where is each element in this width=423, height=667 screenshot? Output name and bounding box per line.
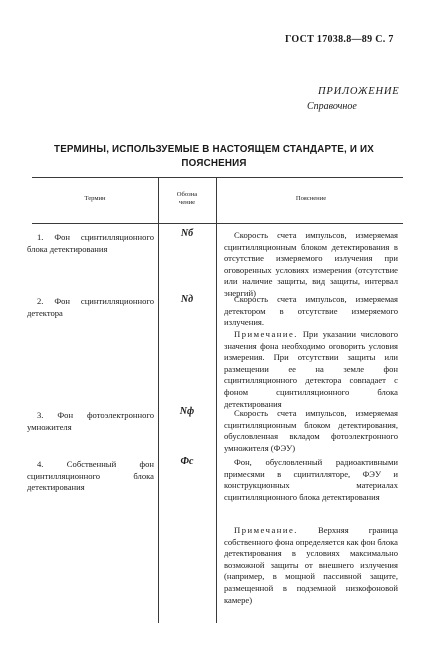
table-divider-right: [216, 177, 217, 623]
column-header-symbol: [160, 191, 214, 207]
standard-reference: ГОСТ 17038.8—89 С. 7: [285, 34, 394, 45]
table-row-4-note-text: Верхняя граница собственного фона определяется как фон блока детектирования в условиях максимально возможной защиты от внешнего излучения (например, в мощной пассивной защите, размещенной в подземной низкофоновой камере): [224, 525, 398, 605]
table-row-3-explanation: Скорость счета импульсов, измеряемая сцинтилляционным блоком детектирования, обусловленная вкладом фотоэлектронного умножителя (ФЭУ): [224, 408, 398, 453]
table-row-4-term: 4. Собственный фон сцинтилляционного блока детектирования: [27, 459, 154, 493]
table-row-4-explanation: Фон, обусловленный радиоактивными примесями в сцинтилляторе, ФЭУ и конструкционных материалах сцинтилляционного блока детектирования: [224, 457, 398, 502]
table-row-1-term: 1. Фон сцинтилляционного блока детектирования: [27, 232, 154, 254]
table-top-rule: [32, 177, 403, 178]
table-row-2-explanation: Скорость счета импульсов, измеряемая детектором в отсутствие измеряемого излучения.: [224, 294, 398, 328]
table-row-2-note-label: Примечание.: [234, 329, 298, 339]
appendix-label: ПРИЛОЖЕНИЕ: [318, 86, 400, 97]
column-header-explanation: Пояснение: [295, 195, 327, 202]
appendix-type: Справочное: [307, 101, 357, 112]
table-row-4-note: [224, 525, 398, 606]
table-row-2-term: 2. Фон сцинтилляционного детектора: [27, 296, 154, 318]
table-row-2-symbol: Nд: [180, 294, 194, 305]
table-row-2-note-text: При указании числового значения фона необходимо оговорить условия измерения. При отсутствии защиты или размещении ее на земле фон сцинтилляционного детектора совпадает с фоном сцинтилляционного блока детектирования: [224, 329, 398, 409]
column-header-symbol-line2: чение: [178, 199, 196, 206]
table-row-4-symbol: Фс: [180, 456, 194, 467]
table-header-rule: [32, 223, 403, 224]
column-header-term: Термин: [84, 195, 106, 202]
table-row-3-term: 3. Фон фотоэлектронного умножителя: [27, 410, 154, 432]
table-row-1-explanation: Скорость счета импульсов, измеряемая сцинтилляционным блоком детектирования в отсутствие измеряемого излучения при оговоренных условиях измерения (отсутствие или наличие защиты, вид защиты, интервал энергий): [224, 230, 398, 298]
table-divider-left: [158, 177, 159, 623]
table-row-4-note-label: Примечание.: [234, 525, 298, 535]
document-title: ТЕРМИНЫ, ИСПОЛЬЗУЕМЫЕ В НАСТОЯЩЕМ СТАНДАРТЕ, И ИХ ПОЯСНЕНИЯ: [54, 144, 374, 169]
table-row-3-symbol: Nф: [179, 406, 195, 417]
table-row-2-note: [224, 329, 398, 410]
table-row-1-symbol: Nб: [180, 228, 194, 239]
column-header-symbol-line1: Обозна: [176, 191, 198, 198]
